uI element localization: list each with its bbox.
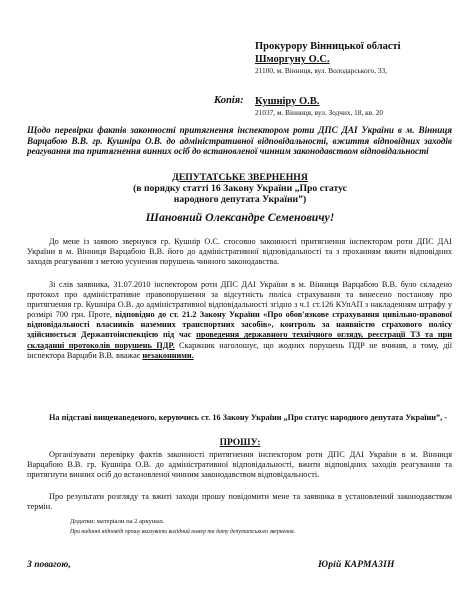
copy-name: Кушніру О.В. bbox=[255, 96, 320, 107]
recipient-name: Прокурору Вінницької області bbox=[255, 41, 401, 52]
copy-label: Копія: bbox=[214, 95, 244, 106]
paragraph-2-text-c: проведення державного технічного огляду, реєстрації ТЗ та при складанні протоколів порушень ПДР. bbox=[27, 330, 452, 350]
recipient-block bbox=[255, 40, 465, 76]
paragraph-5 bbox=[27, 492, 452, 512]
copy-address: 21037, м. Вінниця, вул. Зодчих, 18, кв. 20 bbox=[255, 108, 384, 117]
recipient-surname: Шморгуну О.С. bbox=[255, 54, 330, 65]
paragraph-3-text: На підставі вищенаведеного, керуючись ст. 16 Закону України „Про статус народного депутата України”, - bbox=[49, 413, 448, 422]
recipient-address: 21100, м. Вінниця, вул. Володарського, 33, bbox=[255, 66, 387, 75]
reply-note: При наданні відповіді прошу вказувати вихідний номер та дату депутатського звернення. bbox=[70, 529, 296, 535]
paragraph-5-text: Про результати розгляду та вжиті заходи прошу повідомити мене та заявника в установлений законодавством термін. bbox=[27, 492, 452, 512]
paragraph-3 bbox=[27, 413, 452, 423]
title-line-3: народного депутата України”) bbox=[173, 194, 307, 206]
title-line-1: ДЕПУТАТСЬКЕ ЗВЕРНЕННЯ bbox=[172, 172, 308, 183]
copy-block bbox=[255, 95, 465, 118]
paragraph-1-text: До мене із заявою звернувся гр. Кушнір О.С. стосовно законності притягнення інспектором роти ДПС ДАІ України в м. Вінниця Варцабою В.В. його до адміністративної відповідальності та з проханням вжити відповідних заходів реагування з метою усунення порушень чинного законодавства. bbox=[27, 237, 452, 267]
paragraph-2-text-e: незаконними. bbox=[142, 350, 194, 360]
paragraph-2-text-b: відповідно до ст. 21.2 Закону України «Про обов'язкове страхування цивільно-правової відповідальності власників наземних транспортних засобів», контроль за наявністю страхового полісу здійснюється Державтоінспекцією під час bbox=[27, 310, 452, 340]
paragraph-1 bbox=[27, 237, 452, 267]
appendix-line: Додатки: матеріали на 2 аркушах. bbox=[70, 518, 165, 525]
paragraph-2 bbox=[27, 280, 452, 361]
request-title: ПРОШУ: bbox=[219, 438, 261, 448]
paragraph-4 bbox=[27, 450, 452, 480]
salutation: Шановний Олександре Семеновичу! bbox=[145, 210, 335, 224]
paragraph-2-text-a: Зі слів заявника, 31.07.2010 інспектором роти ДПС ДАІ України в м. Вінниця Варцабою В.В. було складено протокол про адміністративне правопорушення за відсутність поліса страхування та винесено постанову про притягнення гр. Кушніра О.В. до адміністративної відповідальності згідно з ч.1 ст.126 КУпАП з накладенням штрафу у розмірі 700 грн. Проте, bbox=[27, 280, 452, 320]
title-line-2: (в порядку статті 16 Закону України „Про статус bbox=[133, 183, 347, 195]
closing-phrase: З повагою, bbox=[27, 560, 71, 570]
signer-name: Юрій КАРМАЗІН bbox=[318, 560, 395, 570]
paragraph-4-text: Організувати перевірку фактів законності притягнення інспектором роти ДПС ДАІ України в м. Вінниця Варцабою В.В. гр. Кушніра О.В. до адміністративної відповідальності, вжити відповідних заходів реагування та притягнути винних осіб до встановленої чинним законодавством відповідальності. bbox=[27, 450, 452, 480]
paragraph-2-text-d: Скаржник наголошує, що жодних порушень ПДР не вчиняв, а тому, дії інспектора Варцаби В.В. вважає bbox=[27, 340, 452, 360]
document-title bbox=[60, 172, 420, 206]
subject-text: Щодо перевірки фактів законності притягнення інспектором роти ДПС ДАІ України в м. Вінниця Варцабою В.В. гр. Кушніра О.В. до адміністративної відповідальності, вжиття відповідних заходів реагування та притягнення винних осіб до встановленої чинним законодавством відповідальності bbox=[27, 125, 452, 157]
